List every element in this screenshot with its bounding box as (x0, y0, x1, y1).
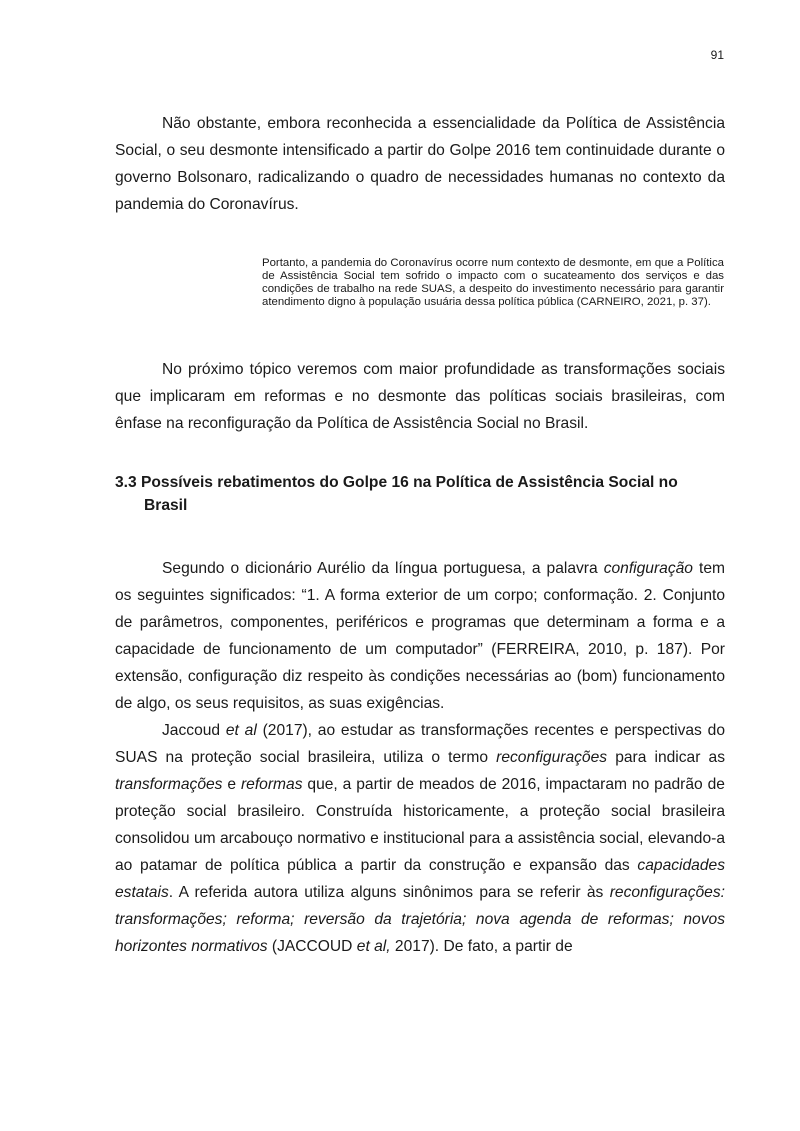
paragraph-next-topic: No próximo tópico veremos com maior profundidade as transformações sociais que implicaram em reformas e no desmonte das políticas sociais brasileiras, com ênfase na reconfiguração da Política de Assistência Social no Brasil. (115, 361, 725, 432)
paragraph-jaccoud (115, 717, 725, 960)
paragraph-definition (115, 555, 725, 717)
page-number: 91 (710, 48, 724, 62)
italic-term: reconfigurações: transformações; reforma; reversão da trajetória; nova agenda de reformas; novos horizontes normativos (115, 884, 725, 955)
italic-term: transformações (115, 776, 223, 793)
text-run: que, a partir de meados de 2016, impactaram no padrão de proteção social brasileiro. Construída historicamente, a proteção social brasileira consolidou um arcabouço normativo e institucional para a assistência social, elevando-a ao patamar de política pública a partir da construção e expansão das (115, 776, 725, 874)
text-run: (2017), ao estudar as transformações recentes e perspectivas do SUAS na proteção social brasileira, utiliza o termo (115, 722, 725, 766)
paragraph-intro: Não obstante, embora reconhecida a essencialidade da Política de Assistência Social, o seu desmonte intensificado a partir do Golpe 2016 tem continuidade durante o governo Bolsonaro, radicalizando o quadro de necessidades humanas no contexto da pandemia do Coronavírus. (115, 115, 725, 213)
italic-term: configuração (603, 560, 693, 577)
text-run: 2017). De fato, a partir de (390, 938, 573, 955)
text-run: Jaccoud (162, 722, 226, 739)
text-run: . A referida autora utiliza alguns sinônimos para se referir às (168, 884, 610, 901)
text-run: tem os seguintes significados: “1. A forma exterior de um corpo; conformação. 2. Conjunto de parâmetros, componentes, periféricos e programas que determinam a forma e a capacidade de funcionamento de um computador” (FERREIRA, 2010, p. 187). Por extensão, configuração diz respeito às condições necessárias ao (bom) funcionamento de algo, os seus requisitos, as suas exigências. (115, 560, 725, 712)
block-quote: Portanto, a pandemia do Coronavírus ocorre num contexto de desmonte, em que a Política de Assistência Social tem sofrido o impacto com o sucateamento dos serviços e das condições de trabalho na rede SUAS, a despeito do investimento necessário para garantir atendimento digno à população usuária dessa política pública (CARNEIRO, 2021, p. 37). (262, 257, 724, 309)
italic-term: reformas (240, 776, 303, 793)
italic-term: et al, (356, 938, 391, 955)
text-run: para indicar as (607, 749, 725, 766)
section-heading-line1: 3.3 Possíveis rebatimentos do Golpe 16 na Política de Assistência Social no (115, 474, 678, 491)
section-heading-line2: Brasil (144, 497, 188, 514)
italic-term: et al (225, 722, 257, 739)
italic-term: capacidades estatais (115, 857, 725, 901)
text-run: (JACCOUD (267, 938, 357, 955)
text-run: Segundo o dicionário Aurélio da língua portuguesa, a palavra (162, 560, 604, 577)
section-heading (115, 471, 725, 517)
text-run: e (222, 776, 241, 793)
italic-term: reconfigurações (496, 749, 608, 766)
